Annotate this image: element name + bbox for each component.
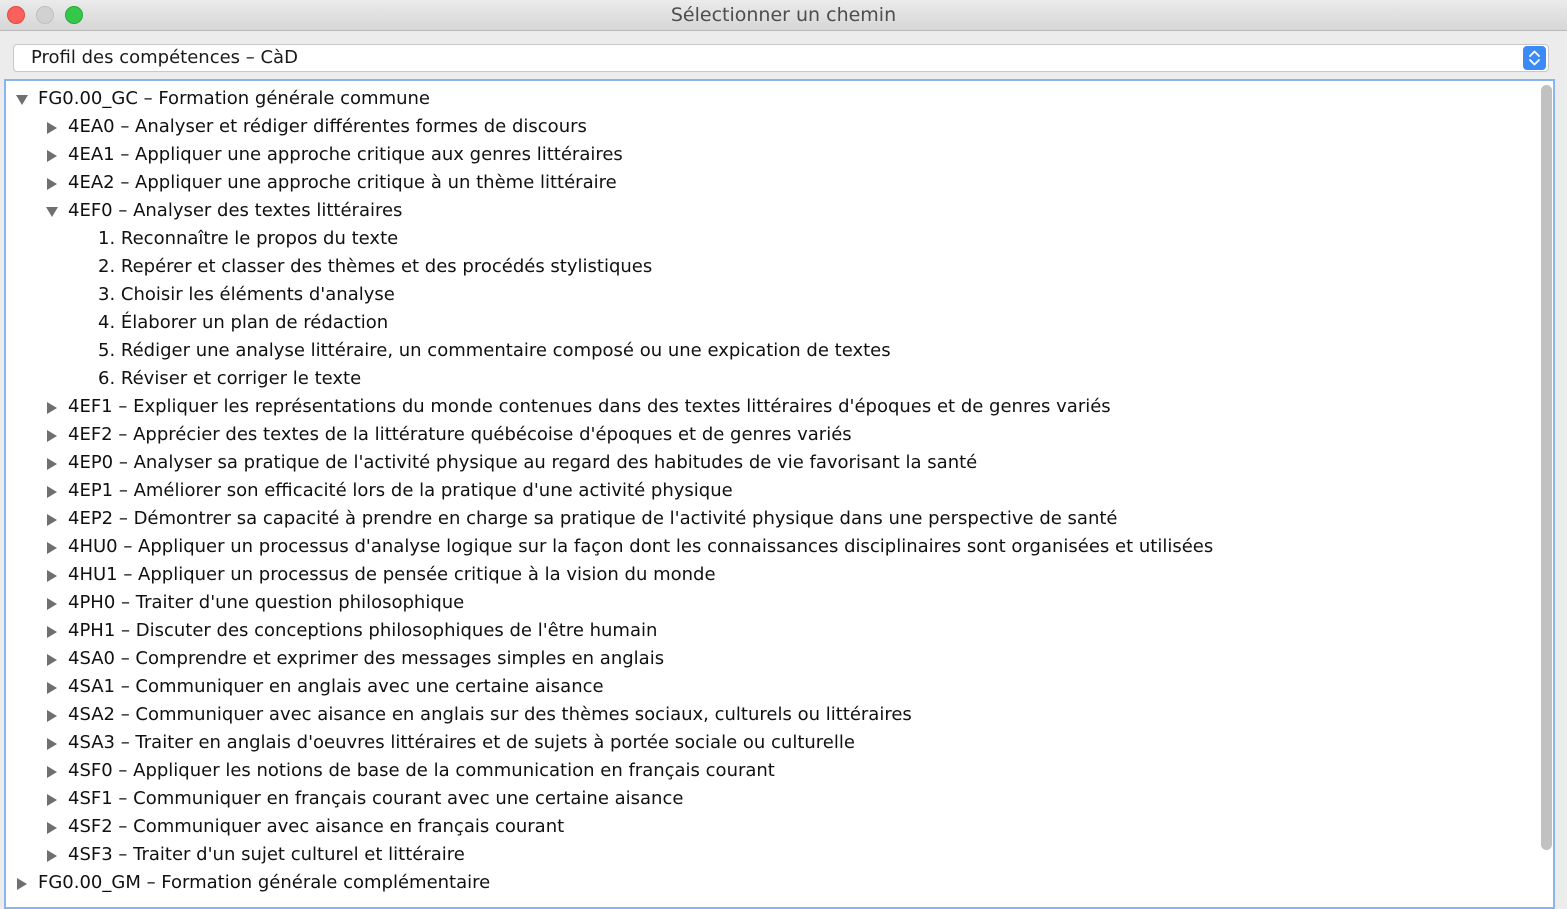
tree-item-label: 4EF0 – Analyser des textes littéraires <box>68 200 403 221</box>
tree-group-row[interactable] <box>6 813 1531 841</box>
tree-group-row[interactable] <box>6 757 1531 785</box>
collapsed-triangle-icon[interactable] <box>46 514 58 526</box>
tree-group-row[interactable] <box>6 869 1531 897</box>
tree-item-label: 4HU0 – Appliquer un processus d'analyse logique sur la façon dont les connaissances disciplinaires sont organisées et utilisées <box>68 536 1214 557</box>
tree-item-label: 4EF1 – Expliquer les représentations du monde contenues dans des textes littéraires d'époques et de genres variés <box>68 396 1111 417</box>
tree-group-row[interactable] <box>6 393 1531 421</box>
tree-item-label: 4HU1 – Appliquer un processus de pensée critique à la vision du monde <box>68 564 716 585</box>
tree-group-row[interactable] <box>6 169 1531 197</box>
tree-group-row[interactable] <box>6 141 1531 169</box>
collapsed-triangle-icon[interactable] <box>46 738 58 750</box>
collapsed-triangle-icon[interactable] <box>46 150 58 162</box>
tree-item-label: 2. Repérer et classer des thèmes et des procédés stylistiques <box>98 256 653 277</box>
tree-group-row[interactable] <box>6 701 1531 729</box>
tree-group-row[interactable] <box>6 645 1531 673</box>
tree-item-label: 4PH0 – Traiter d'une question philosophique <box>68 592 465 613</box>
collapsed-triangle-icon[interactable] <box>46 850 58 862</box>
tree-item-label: 6. Réviser et corriger le texte <box>98 368 362 389</box>
tree-leaf-item[interactable] <box>6 309 1531 337</box>
tree-group-row[interactable] <box>6 561 1531 589</box>
tree-item-label: 4SF1 – Communiquer en français courant avec une certaine aisance <box>68 788 684 809</box>
tree-item-label: 4EA1 – Appliquer une approche critique aux genres littéraires <box>68 144 623 165</box>
window-title: Sélectionner un chemin <box>670 4 897 26</box>
tree-group-row[interactable] <box>6 729 1531 757</box>
collapsed-triangle-icon[interactable] <box>46 822 58 834</box>
competency-tree[interactable] <box>4 79 1555 909</box>
tree-item-label: 4SA0 – Comprendre et exprimer des messages simples en anglais <box>68 648 665 669</box>
combo-arrows-icon[interactable] <box>1523 46 1546 70</box>
tree-group-row[interactable] <box>6 673 1531 701</box>
window-titlebar <box>0 0 1567 31</box>
tree-item-label: 4EF2 – Apprécier des textes de la littérature québécoise d'époques et de genres variés <box>68 424 852 445</box>
tree-item-label: 4SA1 – Communiquer en anglais avec une certaine aisance <box>68 676 604 697</box>
collapsed-triangle-icon[interactable] <box>46 766 58 778</box>
collapsed-triangle-icon[interactable] <box>46 402 58 414</box>
expanded-triangle-icon[interactable] <box>16 94 28 106</box>
collapsed-triangle-icon[interactable] <box>46 654 58 666</box>
tree-group-row[interactable] <box>6 841 1531 869</box>
tree-leaf-item[interactable] <box>6 281 1531 309</box>
tree-group-row[interactable] <box>6 421 1531 449</box>
collapsed-triangle-icon[interactable] <box>46 710 58 722</box>
tree-item-label: FG0.00_GM – Formation générale complémentaire <box>38 872 491 893</box>
tree-item-label: 4EP0 – Analyser sa pratique de l'activité physique au regard des habitudes de vie favorisant la santé <box>68 452 978 473</box>
tree-item-label: 4. Élaborer un plan de rédaction <box>98 312 389 333</box>
collapsed-triangle-icon[interactable] <box>46 542 58 554</box>
collapsed-triangle-icon[interactable] <box>16 878 28 890</box>
expanded-triangle-icon[interactable] <box>46 206 58 218</box>
tree-item-label: FG0.00_GC – Formation générale commune <box>38 88 430 109</box>
tree-item-label: 1. Reconnaître le propos du texte <box>98 228 399 249</box>
collapsed-triangle-icon[interactable] <box>46 430 58 442</box>
collapsed-triangle-icon[interactable] <box>46 794 58 806</box>
collapsed-triangle-icon[interactable] <box>46 598 58 610</box>
collapsed-triangle-icon[interactable] <box>46 626 58 638</box>
tree-item-label: 4EP2 – Démontrer sa capacité à prendre en charge sa pratique de l'activité physique dans une perspective de santé <box>68 508 1118 529</box>
tree-leaf-item[interactable] <box>6 253 1531 281</box>
tree-group-row[interactable] <box>6 533 1531 561</box>
collapsed-triangle-icon[interactable] <box>46 178 58 190</box>
tree-group-row[interactable] <box>6 85 1531 113</box>
collapsed-triangle-icon[interactable] <box>46 458 58 470</box>
tree-item-label: 4PH1 – Discuter des conceptions philosophiques de l'être humain <box>68 620 658 641</box>
profile-combo-box[interactable] <box>13 44 1549 72</box>
tree-item-label: 4SF2 – Communiquer avec aisance en français courant <box>68 816 565 837</box>
tree-leaf-item[interactable] <box>6 225 1531 253</box>
collapsed-triangle-icon[interactable] <box>46 570 58 582</box>
tree-item-label: 4SA2 – Communiquer avec aisance en anglais sur des thèmes sociaux, culturels ou littéraires <box>68 704 912 725</box>
tree-group-row[interactable] <box>6 617 1531 645</box>
tree-item-label: 4SA3 – Traiter en anglais d'oeuvres littéraires et de sujets à portée sociale ou culturelle <box>68 732 855 753</box>
tree-item-label: 4EA2 – Appliquer une approche critique à un thème littéraire <box>68 172 617 193</box>
tree-group-row[interactable] <box>6 505 1531 533</box>
combo-selected-value: Profil des compétences – CàD <box>31 47 298 68</box>
tree-group-row[interactable] <box>6 785 1531 813</box>
tree-group-row[interactable] <box>6 113 1531 141</box>
tree-item-label: 4SF3 – Traiter d'un sujet culturel et littéraire <box>68 844 465 865</box>
collapsed-triangle-icon[interactable] <box>46 486 58 498</box>
vertical-scrollbar[interactable] <box>1540 83 1551 903</box>
tree-item-label: 5. Rédiger une analyse littéraire, un commentaire composé ou une expication de textes <box>98 340 891 361</box>
collapsed-triangle-icon[interactable] <box>46 682 58 694</box>
tree-leaf-item[interactable] <box>6 365 1531 393</box>
tree-item-label: 3. Choisir les éléments d'analyse <box>98 284 395 305</box>
scrollbar-thumb[interactable] <box>1541 85 1552 850</box>
tree-item-label: 4EA0 – Analyser et rédiger différentes formes de discours <box>68 116 587 137</box>
tree-group-row[interactable] <box>6 477 1531 505</box>
tree-group-row[interactable] <box>6 449 1531 477</box>
tree-group-row[interactable] <box>6 589 1531 617</box>
tree-group-row[interactable] <box>6 197 1531 225</box>
tree-item-label: 4SF0 – Appliquer les notions de base de la communication en français courant <box>68 760 775 781</box>
collapsed-triangle-icon[interactable] <box>46 122 58 134</box>
tree-leaf-item[interactable] <box>6 337 1531 365</box>
tree-item-label: 4EP1 – Améliorer son efficacité lors de la pratique d'une activité physique <box>68 480 733 501</box>
